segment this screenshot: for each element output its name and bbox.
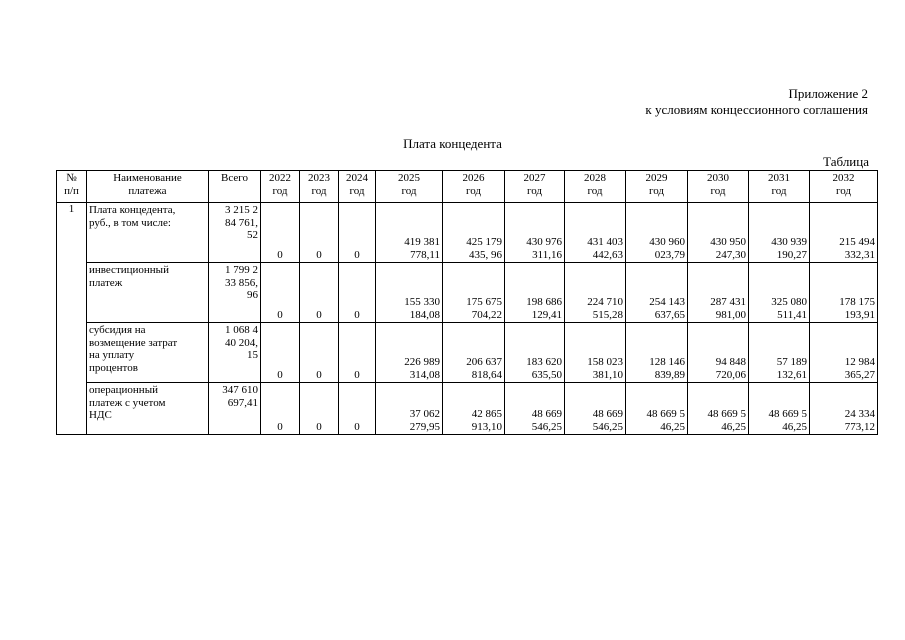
cell-2027: 198 686 129,41	[505, 263, 565, 323]
cell-2032: 215 494 332,31	[810, 203, 878, 263]
row-name: инвестиционный платеж	[87, 263, 209, 323]
cell-2026: 175 675 704,22	[443, 263, 505, 323]
table-row	[57, 263, 878, 323]
cell-2026: 425 179 435, 96	[443, 203, 505, 263]
header-2031: 2031 год	[749, 171, 810, 203]
payment-table	[56, 170, 878, 435]
cell-2026: 42 865 913,10	[443, 383, 505, 435]
header-num: № п/п	[57, 171, 87, 203]
appendix-line-2: к условиям концессионного соглашения	[645, 102, 868, 117]
cell-2030: 430 950 247,30	[688, 203, 749, 263]
cell-2032: 178 175 193,91	[810, 263, 878, 323]
cell-2024: 0	[339, 203, 376, 263]
table-row	[57, 323, 878, 383]
cell-2028: 158 023 381,10	[565, 323, 626, 383]
header-2032: 2032 год	[810, 171, 878, 203]
table-row	[57, 203, 878, 263]
cell-2029: 254 143 637,65	[626, 263, 688, 323]
header-2025: 2025 год	[376, 171, 443, 203]
row-total: 3 215 2 84 761, 52	[209, 203, 261, 263]
cell-2026: 206 637 818,64	[443, 323, 505, 383]
cell-2025: 419 381 778,11	[376, 203, 443, 263]
row-total: 347 610 697,41	[209, 383, 261, 435]
header-2023: 2023 год	[300, 171, 339, 203]
cell-2025: 37 062 279,95	[376, 383, 443, 435]
cell-2022: 0	[261, 323, 300, 383]
header-name: Наименование платежа	[87, 171, 209, 203]
cell-2023: 0	[300, 383, 339, 435]
cell-2027: 183 620 635,50	[505, 323, 565, 383]
cell-2029: 128 146 839,89	[626, 323, 688, 383]
cell-2024: 0	[339, 263, 376, 323]
cell-2027: 430 976 311,16	[505, 203, 565, 263]
cell-2024: 0	[339, 383, 376, 435]
header-2027: 2027 год	[505, 171, 565, 203]
cell-2030: 94 848 720,06	[688, 323, 749, 383]
cell-2028: 224 710 515,28	[565, 263, 626, 323]
cell-2029: 48 669 5 46,25	[626, 383, 688, 435]
cell-2024: 0	[339, 323, 376, 383]
cell-2031: 325 080 511,41	[749, 263, 810, 323]
cell-2031: 48 669 5 46,25	[749, 383, 810, 435]
header-2026: 2026 год	[443, 171, 505, 203]
header-2028: 2028 год	[565, 171, 626, 203]
document-title: Плата концедента	[403, 136, 502, 151]
cell-2031: 57 189 132,61	[749, 323, 810, 383]
cell-2025: 155 330 184,08	[376, 263, 443, 323]
cell-2029: 430 960 023,79	[626, 203, 688, 263]
table-header-row	[57, 171, 878, 203]
cell-2023: 0	[300, 323, 339, 383]
cell-2027: 48 669 546,25	[505, 383, 565, 435]
cell-2023: 0	[300, 203, 339, 263]
cell-2031: 430 939 190,27	[749, 203, 810, 263]
cell-2030: 287 431 981,00	[688, 263, 749, 323]
cell-2028: 48 669 546,25	[565, 383, 626, 435]
table-label: Таблица	[823, 154, 869, 169]
header-2024: 2024 год	[339, 171, 376, 203]
table-row	[57, 383, 878, 435]
header-2029: 2029 год	[626, 171, 688, 203]
header-total: Всего	[209, 171, 261, 203]
cell-2032: 24 334 773,12	[810, 383, 878, 435]
cell-2022: 0	[261, 203, 300, 263]
appendix-line-1: Приложение 2	[788, 86, 868, 101]
row-name: операционный платеж с учетом НДС	[87, 383, 209, 435]
row-total: 1 799 2 33 856, 96	[209, 263, 261, 323]
cell-2025: 226 989 314,08	[376, 323, 443, 383]
header-2030: 2030 год	[688, 171, 749, 203]
appendix-header	[645, 86, 868, 118]
row-name: субсидия на возмещение затрат на уплату процентов	[87, 323, 209, 383]
header-2022: 2022 год	[261, 171, 300, 203]
row-num: 1	[57, 203, 87, 435]
row-total: 1 068 4 40 204, 15	[209, 323, 261, 383]
cell-2023: 0	[300, 263, 339, 323]
row-name: Плата концедента, руб., в том числе:	[87, 203, 209, 263]
cell-2022: 0	[261, 383, 300, 435]
cell-2030: 48 669 5 46,25	[688, 383, 749, 435]
cell-2028: 431 403 442,63	[565, 203, 626, 263]
cell-2022: 0	[261, 263, 300, 323]
cell-2032: 12 984 365,27	[810, 323, 878, 383]
